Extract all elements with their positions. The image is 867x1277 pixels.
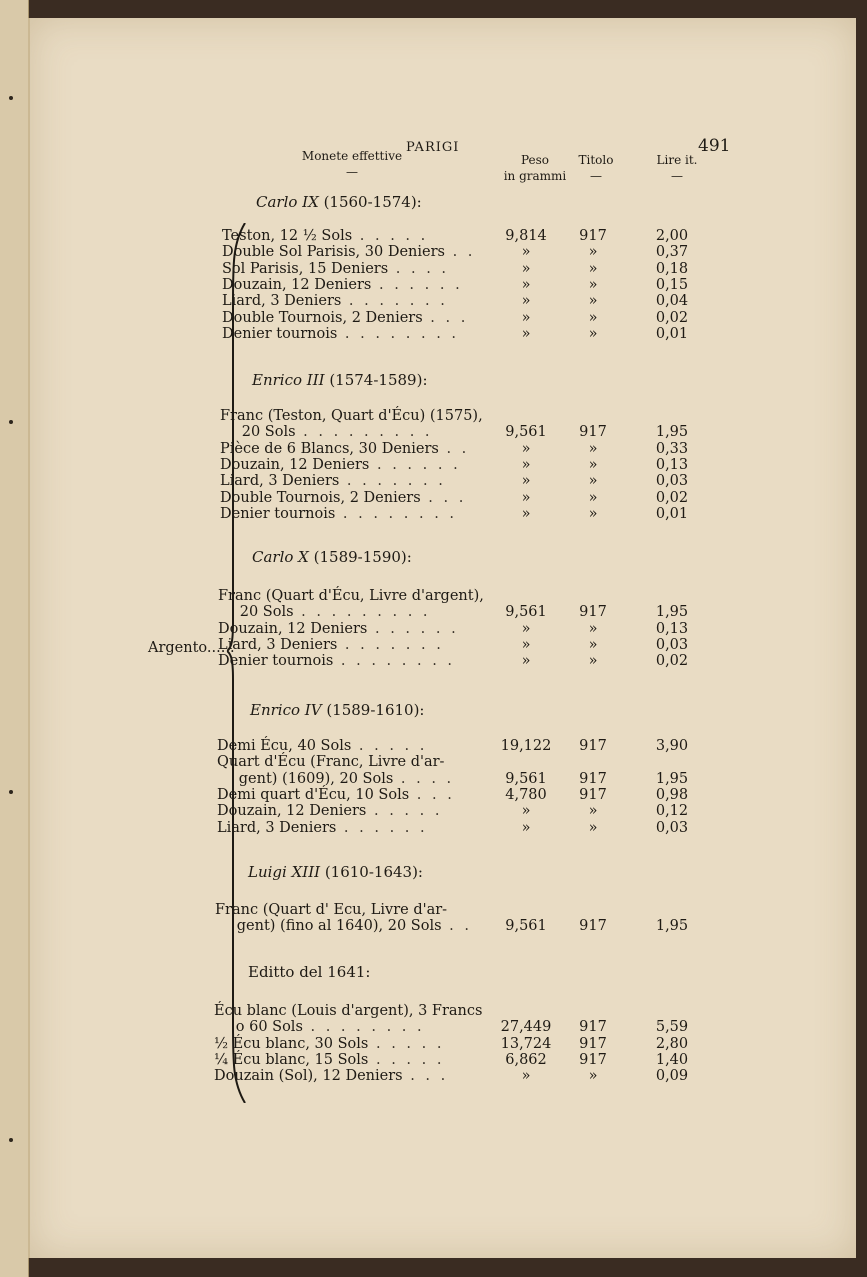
value-lire: 0,01 bbox=[655, 325, 689, 342]
metal-label: Argento...... bbox=[148, 640, 235, 656]
value-lire: 0,12 bbox=[655, 803, 689, 820]
coin-name: gent) (1609), 20 Sols bbox=[217, 770, 394, 787]
coin-description bbox=[218, 588, 484, 604]
value-lire: 2,00 bbox=[655, 228, 689, 244]
leader-dots: . . bbox=[444, 244, 476, 261]
leader-dots: . . . . . . bbox=[336, 819, 428, 836]
table-row bbox=[30, 637, 856, 653]
weight-grams: » bbox=[521, 803, 531, 820]
weight-grams: » bbox=[521, 309, 531, 326]
weight-grams: » bbox=[521, 620, 531, 637]
leader-dots: . . . . . . . . . bbox=[295, 424, 433, 441]
weight-grams: 13,724 bbox=[500, 1035, 552, 1052]
value-lire: 0,02 bbox=[655, 489, 689, 506]
coin-description bbox=[214, 1019, 425, 1035]
fineness: » bbox=[588, 636, 598, 653]
coin-name: o 60 Sols bbox=[214, 1019, 303, 1036]
column-header-monete bbox=[262, 148, 442, 180]
leader-dots: . . . . . . bbox=[369, 456, 461, 473]
coin-name: Demi Écu, 40 Sols bbox=[217, 738, 352, 754]
coin-name: Franc (Quart d' Ecu, Livre d'ar- bbox=[215, 902, 448, 918]
table-row bbox=[30, 506, 856, 522]
coin-description bbox=[217, 771, 454, 787]
coin-name: gent) (fino al 1640), 20 Sols bbox=[215, 918, 442, 935]
table-row bbox=[30, 754, 856, 770]
value-lire: 1,40 bbox=[655, 1051, 689, 1068]
leader-dots: . . . . . bbox=[366, 803, 443, 820]
coin-description bbox=[214, 1003, 482, 1019]
weight-grams: 9,561 bbox=[505, 918, 547, 935]
column-label: Monete effettive bbox=[301, 149, 403, 163]
reign-years: (1560-1574): bbox=[323, 193, 422, 211]
coin-description bbox=[220, 441, 469, 457]
ruler-name: Carlo X bbox=[252, 548, 314, 566]
coin-name: Liard, 3 Deniers bbox=[222, 293, 342, 310]
leader-dots: . . . . . . bbox=[371, 276, 463, 293]
coin-name: ¼ Écu blanc, 15 Sols bbox=[214, 1051, 369, 1068]
column-label: Lire it. bbox=[656, 153, 698, 167]
fineness: » bbox=[588, 440, 598, 457]
coin-name: Douzain, 12 Deniers bbox=[218, 620, 368, 637]
coin-description bbox=[214, 1052, 444, 1068]
leader-dots: . . . . . . . . bbox=[337, 325, 460, 342]
coin-description bbox=[218, 604, 431, 620]
fineness: 917 bbox=[579, 604, 607, 621]
section-title bbox=[256, 193, 422, 211]
table-row bbox=[30, 604, 856, 620]
weight-grams: 9,561 bbox=[505, 604, 547, 621]
coin-description bbox=[222, 326, 459, 342]
fineness: » bbox=[588, 260, 598, 277]
fineness: 917 bbox=[579, 770, 607, 787]
column-label: in grammi bbox=[503, 169, 567, 183]
table-row bbox=[30, 588, 856, 604]
leader-dots: . . . bbox=[422, 309, 469, 326]
section-title bbox=[252, 371, 428, 389]
coin-description bbox=[215, 918, 472, 934]
column-dash: — bbox=[590, 169, 602, 183]
weight-grams: 6,862 bbox=[505, 1051, 547, 1068]
weight-grams: » bbox=[521, 505, 531, 522]
fineness: » bbox=[588, 309, 598, 326]
weight-grams: » bbox=[521, 653, 531, 670]
coin-description bbox=[222, 310, 468, 326]
table-row bbox=[30, 310, 856, 326]
coin-name: Franc (Quart d'Écu, Livre d'argent), bbox=[218, 588, 484, 604]
table-row bbox=[30, 326, 856, 342]
weight-grams: 19,122 bbox=[500, 738, 552, 754]
leader-dots: . . . . . . bbox=[367, 620, 459, 637]
fineness: » bbox=[588, 293, 598, 310]
fineness: » bbox=[588, 244, 598, 261]
coin-description bbox=[217, 803, 442, 819]
table-row bbox=[30, 293, 856, 309]
table-row bbox=[30, 621, 856, 637]
coin-description bbox=[220, 457, 461, 473]
weight-grams: » bbox=[521, 636, 531, 653]
ruler-name: Enrico III bbox=[252, 371, 330, 389]
value-lire: 0,15 bbox=[655, 276, 689, 293]
coin-description bbox=[220, 506, 457, 522]
column-dash: — bbox=[671, 169, 683, 183]
table-row bbox=[30, 902, 856, 918]
fineness: 917 bbox=[579, 1051, 607, 1068]
coin-name: Écu blanc (Louis d'argent), 3 Francs bbox=[214, 1003, 483, 1019]
value-lire: 0,03 bbox=[655, 636, 689, 653]
coin-name: Denier tournois bbox=[220, 505, 336, 522]
page-number: 491 bbox=[698, 136, 731, 156]
fineness: » bbox=[588, 276, 598, 293]
value-lire: 0,02 bbox=[655, 653, 689, 670]
fineness: » bbox=[588, 653, 598, 670]
value-lire: 0,04 bbox=[655, 293, 689, 310]
weight-grams: » bbox=[521, 1068, 531, 1085]
fineness: » bbox=[588, 620, 598, 637]
table-row bbox=[30, 918, 856, 934]
weight-grams: » bbox=[521, 473, 531, 490]
value-lire: 0,03 bbox=[655, 819, 689, 836]
value-lire: 0,37 bbox=[655, 244, 689, 261]
weight-grams: » bbox=[521, 276, 531, 293]
weight-grams: » bbox=[521, 293, 531, 310]
weight-grams: 27,449 bbox=[500, 1019, 552, 1036]
table-row bbox=[30, 261, 856, 277]
fineness: 917 bbox=[579, 228, 607, 244]
coin-description bbox=[217, 754, 444, 770]
leader-dots: . . . . . . . . bbox=[335, 505, 458, 522]
column-label: Peso bbox=[520, 153, 550, 167]
coin-description bbox=[215, 902, 447, 918]
value-lire: 0,98 bbox=[655, 786, 689, 803]
book-page bbox=[28, 18, 856, 1258]
coin-name: Douzain, 12 Deniers bbox=[217, 803, 367, 820]
coin-name: Sol Parisis, 15 Deniers bbox=[222, 260, 389, 277]
table-row bbox=[30, 424, 856, 440]
value-lire: 1,95 bbox=[655, 770, 689, 787]
coin-description bbox=[222, 261, 449, 277]
weight-grams: 9,561 bbox=[505, 770, 547, 787]
coin-description bbox=[222, 244, 475, 260]
leader-dots: . . . bbox=[420, 489, 467, 506]
coin-name: Franc (Teston, Quart d'Écu) (1575), bbox=[220, 408, 483, 424]
weight-grams: » bbox=[521, 819, 531, 836]
coin-name: Double Tournois, 2 Deniers bbox=[222, 309, 423, 326]
fineness: » bbox=[588, 325, 598, 342]
reign-years: (1589-1610): bbox=[326, 701, 425, 719]
book-binding bbox=[0, 0, 29, 1277]
value-lire: 1,95 bbox=[655, 424, 689, 441]
reign-years: (1574-1589): bbox=[329, 371, 428, 389]
value-lire: 5,59 bbox=[655, 1019, 689, 1036]
table-row bbox=[30, 473, 856, 489]
coin-name: Double Sol Parisis, 30 Deniers bbox=[222, 244, 445, 261]
binding-stitch bbox=[9, 96, 13, 100]
table-row bbox=[30, 441, 856, 457]
value-lire: 0,18 bbox=[655, 260, 689, 277]
coin-name: Douzain, 12 Deniers bbox=[222, 276, 372, 293]
coin-description bbox=[220, 473, 446, 489]
leader-dots: . . . . . . . . bbox=[302, 1019, 425, 1036]
leader-dots: . . . . . bbox=[351, 738, 428, 754]
weight-grams: » bbox=[521, 325, 531, 342]
leader-dots: . . . . . bbox=[368, 1051, 445, 1068]
fineness: 917 bbox=[579, 1035, 607, 1052]
coin-description bbox=[218, 621, 459, 637]
column-label: Titolo bbox=[578, 153, 614, 167]
leader-dots: . . . . . . . bbox=[341, 293, 448, 310]
coin-name: Denier tournois bbox=[218, 653, 334, 670]
fineness: 917 bbox=[579, 424, 607, 441]
coin-description bbox=[218, 637, 444, 653]
leader-dots: . . . . . . . . . bbox=[293, 604, 431, 621]
ruler-name: Enrico IV bbox=[250, 701, 327, 719]
coin-name: ½ Écu blanc, 30 Sols bbox=[214, 1035, 369, 1052]
ruler-name: Carlo IX bbox=[256, 193, 324, 211]
column-dash: — bbox=[346, 165, 358, 179]
coin-description bbox=[220, 424, 433, 440]
value-lire: 0,33 bbox=[655, 440, 689, 457]
leader-dots: . . . bbox=[409, 786, 455, 803]
leader-dots: . . . . . . . bbox=[339, 473, 446, 490]
value-lire: 1,95 bbox=[655, 604, 689, 621]
coin-name: Quart d'Écu (Franc, Livre d'ar- bbox=[217, 754, 445, 771]
weight-grams: » bbox=[521, 440, 531, 457]
coin-name: Liard, 3 Deniers bbox=[217, 819, 337, 836]
fineness: 917 bbox=[579, 786, 607, 803]
binding-stitch bbox=[9, 1138, 13, 1142]
leader-dots: . . . . bbox=[388, 260, 450, 277]
weight-grams: 4,780 bbox=[505, 786, 547, 803]
coin-name: Pièce de 6 Blancs, 30 Deniers bbox=[220, 440, 439, 457]
section-title: Editto del 1641: bbox=[248, 963, 371, 981]
fineness: » bbox=[588, 505, 598, 522]
table-row bbox=[30, 653, 856, 669]
page-header bbox=[30, 136, 856, 160]
binding-stitch bbox=[9, 420, 13, 424]
coin-description bbox=[222, 277, 463, 293]
section-title bbox=[248, 863, 423, 881]
section-title bbox=[250, 701, 425, 719]
value-lire: 0,13 bbox=[655, 620, 689, 637]
table-row bbox=[30, 490, 856, 506]
value-lire: 1,95 bbox=[655, 918, 689, 935]
column-header-lire bbox=[642, 152, 712, 184]
fineness: » bbox=[588, 1068, 598, 1085]
coin-name: Liard, 3 Deniers bbox=[218, 636, 338, 653]
leader-dots: . . bbox=[441, 918, 472, 935]
coin-description bbox=[222, 228, 428, 244]
value-lire: 2,80 bbox=[655, 1035, 689, 1052]
table-row bbox=[30, 803, 856, 819]
reign-years: (1589-1590): bbox=[313, 548, 412, 566]
coin-description bbox=[214, 1068, 448, 1084]
leader-dots: . . . . . . . . bbox=[333, 653, 456, 670]
table-row bbox=[30, 408, 856, 424]
column-header-titolo bbox=[566, 152, 626, 184]
leader-dots: . . . . bbox=[393, 770, 455, 787]
weight-grams: » bbox=[521, 489, 531, 506]
coin-name: Liard, 3 Deniers bbox=[220, 473, 340, 490]
weight-grams: » bbox=[521, 244, 531, 261]
table-row bbox=[30, 1068, 856, 1084]
coin-name: Teston, 12 ½ Sols bbox=[222, 228, 353, 244]
ruler-name: Luigi XIII bbox=[248, 863, 325, 881]
fineness: » bbox=[588, 803, 598, 820]
binding-stitch bbox=[9, 790, 13, 794]
coin-name: 20 Sols bbox=[218, 604, 294, 621]
table-row bbox=[30, 457, 856, 473]
reign-years: (1610-1643): bbox=[324, 863, 423, 881]
value-lire: 0,02 bbox=[655, 309, 689, 326]
coin-description bbox=[214, 1036, 444, 1052]
coin-name: Douzain, 12 Deniers bbox=[220, 456, 370, 473]
coin-description bbox=[222, 293, 448, 309]
coin-name: Demi quart d'Écu, 10 Sols bbox=[217, 786, 410, 803]
coin-description bbox=[217, 738, 427, 754]
table-row bbox=[30, 277, 856, 293]
coin-name: Douzain (Sol), 12 Deniers bbox=[214, 1068, 403, 1085]
leader-dots: . . bbox=[438, 440, 470, 457]
value-lire: 0,13 bbox=[655, 456, 689, 473]
table-row bbox=[30, 771, 856, 787]
table-row bbox=[30, 1003, 856, 1019]
fineness: » bbox=[588, 819, 598, 836]
coin-description bbox=[218, 653, 455, 669]
fineness: 917 bbox=[579, 918, 607, 935]
fineness: » bbox=[588, 456, 598, 473]
fineness: 917 bbox=[579, 1019, 607, 1036]
table-row bbox=[30, 787, 856, 803]
fineness: » bbox=[588, 489, 598, 506]
coin-name: Denier tournois bbox=[222, 325, 338, 342]
coin-name: Double Tournois, 2 Deniers bbox=[220, 489, 421, 506]
coin-description bbox=[220, 408, 483, 424]
table-row bbox=[30, 244, 856, 260]
table-row bbox=[30, 1052, 856, 1068]
table-row bbox=[30, 1019, 856, 1035]
section-title bbox=[252, 548, 412, 566]
leader-dots: . . . . . bbox=[352, 228, 429, 244]
coin-description bbox=[217, 787, 455, 803]
weight-grams: » bbox=[521, 456, 531, 473]
value-lire: 0,03 bbox=[655, 473, 689, 490]
running-title: PARIGI bbox=[406, 140, 460, 155]
weight-grams: » bbox=[521, 260, 531, 277]
table-row bbox=[30, 738, 856, 754]
coin-description bbox=[220, 490, 466, 506]
value-lire: 3,90 bbox=[655, 738, 689, 754]
fineness: » bbox=[588, 473, 598, 490]
value-lire: 0,01 bbox=[655, 505, 689, 522]
table-row bbox=[30, 1036, 856, 1052]
fineness: 917 bbox=[579, 738, 607, 754]
coin-description bbox=[217, 820, 428, 836]
weight-grams: 9,814 bbox=[505, 228, 547, 244]
coin-name: 20 Sols bbox=[220, 424, 296, 441]
weight-grams: 9,561 bbox=[505, 424, 547, 441]
table-row bbox=[30, 820, 856, 836]
table-row bbox=[30, 228, 856, 244]
leader-dots: . . . bbox=[402, 1068, 449, 1085]
leader-dots: . . . . . . . bbox=[337, 636, 444, 653]
value-lire: 0,09 bbox=[655, 1068, 689, 1085]
leader-dots: . . . . . bbox=[368, 1035, 445, 1052]
